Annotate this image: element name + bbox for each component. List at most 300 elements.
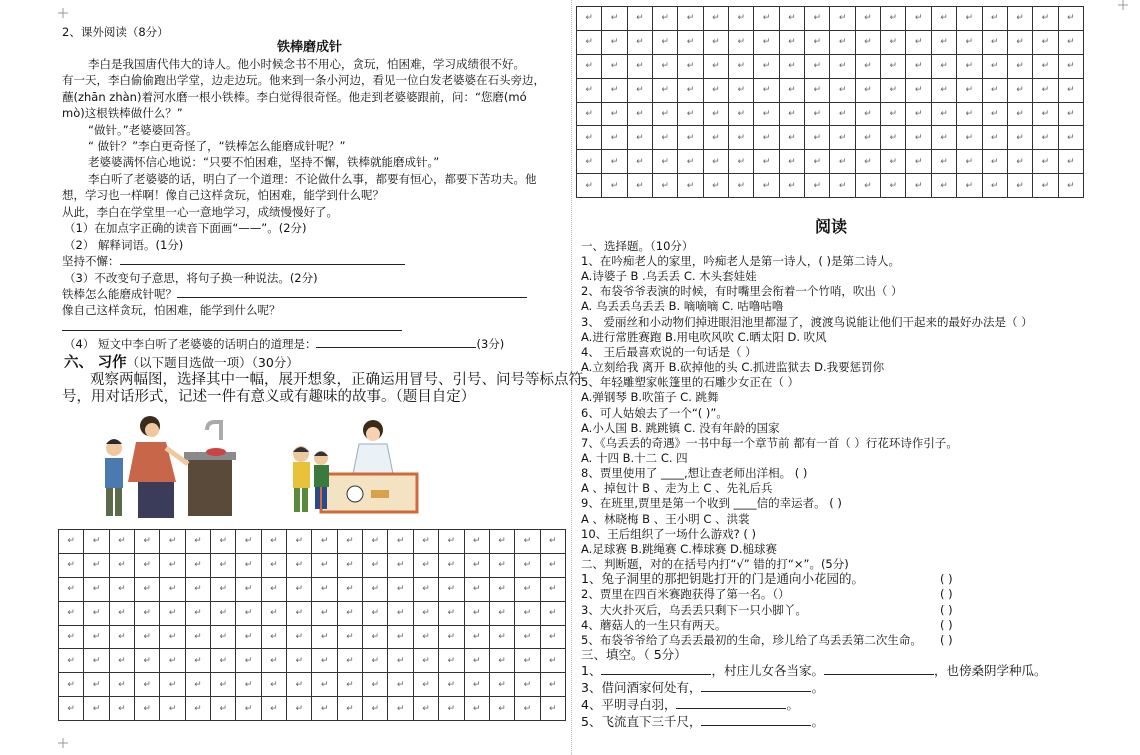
grid-cell[interactable]: ↵ — [59, 673, 84, 697]
grid-cell[interactable]: ↵ — [489, 697, 514, 721]
grid-cell[interactable]: ↵ — [287, 625, 312, 649]
grid-cell[interactable]: ↵ — [982, 30, 1007, 54]
grid-cell[interactable]: ↵ — [1058, 78, 1083, 102]
grid-cell[interactable]: ↵ — [109, 577, 134, 601]
grid-cell[interactable]: ↵ — [515, 530, 540, 554]
grid-cell[interactable]: ↵ — [931, 54, 956, 78]
grid-cell[interactable]: ↵ — [957, 150, 982, 174]
grid-cell[interactable]: ↵ — [312, 577, 337, 601]
grid-cell[interactable]: ↵ — [931, 102, 956, 126]
grid-cell[interactable]: ↵ — [287, 649, 312, 673]
grid-cell[interactable]: ↵ — [261, 649, 286, 673]
grid-cell[interactable]: ↵ — [287, 697, 312, 721]
grid-cell[interactable]: ↵ — [1033, 30, 1058, 54]
grid-cell[interactable]: ↵ — [653, 7, 678, 31]
grid-cell[interactable]: ↵ — [653, 54, 678, 78]
grid-cell[interactable]: ↵ — [957, 78, 982, 102]
grid-cell[interactable]: ↵ — [703, 150, 728, 174]
grid-cell[interactable]: ↵ — [236, 649, 261, 673]
grid-cell[interactable]: ↵ — [211, 553, 236, 577]
answer-blank[interactable] — [824, 664, 934, 675]
grid-cell[interactable]: ↵ — [388, 530, 413, 554]
grid-cell[interactable]: ↵ — [135, 530, 160, 554]
grid-cell[interactable]: ↵ — [577, 78, 602, 102]
grid-cell[interactable]: ↵ — [489, 673, 514, 697]
grid-cell[interactable]: ↵ — [464, 601, 489, 625]
grid-cell[interactable]: ↵ — [703, 126, 728, 150]
grid-cell[interactable]: ↵ — [703, 174, 728, 198]
grid-cell[interactable]: ↵ — [855, 126, 880, 150]
grid-cell[interactable]: ↵ — [855, 102, 880, 126]
grid-cell[interactable]: ↵ — [1058, 126, 1083, 150]
grid-cell[interactable]: ↵ — [236, 673, 261, 697]
grid-cell[interactable]: ↵ — [363, 577, 388, 601]
grid-cell[interactable]: ↵ — [1058, 174, 1083, 198]
grid-cell[interactable]: ↵ — [109, 697, 134, 721]
grid-cell[interactable]: ↵ — [703, 54, 728, 78]
grid-cell[interactable]: ↵ — [653, 78, 678, 102]
grid-cell[interactable]: ↵ — [84, 530, 109, 554]
grid-cell[interactable]: ↵ — [236, 553, 261, 577]
grid-cell[interactable]: ↵ — [287, 553, 312, 577]
grid-cell[interactable]: ↵ — [957, 126, 982, 150]
grid-cell[interactable]: ↵ — [830, 78, 855, 102]
grid-cell[interactable]: ↵ — [59, 697, 84, 721]
grid-cell[interactable]: ↵ — [881, 174, 906, 198]
grid-cell[interactable]: ↵ — [653, 174, 678, 198]
grid-cell[interactable]: ↵ — [577, 150, 602, 174]
answer-blank[interactable] — [177, 287, 527, 298]
grid-cell[interactable]: ↵ — [84, 625, 109, 649]
grid-cell[interactable]: ↵ — [881, 150, 906, 174]
grid-cell[interactable]: ↵ — [540, 530, 565, 554]
grid-cell[interactable]: ↵ — [830, 7, 855, 31]
answer-blank[interactable] — [601, 664, 711, 675]
grid-cell[interactable]: ↵ — [602, 7, 627, 31]
grid-cell[interactable]: ↵ — [388, 601, 413, 625]
grid-cell[interactable]: ↵ — [1033, 126, 1058, 150]
grid-cell[interactable]: ↵ — [185, 649, 210, 673]
grid-cell[interactable]: ↵ — [464, 649, 489, 673]
grid-cell[interactable]: ↵ — [1007, 126, 1032, 150]
grid-cell[interactable]: ↵ — [754, 102, 779, 126]
grid-cell[interactable]: ↵ — [1058, 150, 1083, 174]
grid-cell[interactable]: ↵ — [602, 102, 627, 126]
grid-cell[interactable]: ↵ — [982, 174, 1007, 198]
grid-cell[interactable]: ↵ — [830, 54, 855, 78]
grid-cell[interactable]: ↵ — [577, 174, 602, 198]
grid-cell[interactable]: ↵ — [363, 601, 388, 625]
answer-blank[interactable] — [120, 254, 405, 265]
grid-cell[interactable]: ↵ — [59, 601, 84, 625]
grid-cell[interactable]: ↵ — [211, 530, 236, 554]
answer-blank[interactable] — [62, 320, 402, 331]
grid-cell[interactable]: ↵ — [729, 30, 754, 54]
grid-cell[interactable]: ↵ — [287, 530, 312, 554]
grid-cell[interactable]: ↵ — [729, 7, 754, 31]
grid-cell[interactable]: ↵ — [805, 7, 830, 31]
grid-cell[interactable]: ↵ — [881, 54, 906, 78]
grid-cell[interactable]: ↵ — [805, 126, 830, 150]
grid-cell[interactable]: ↵ — [363, 697, 388, 721]
grid-cell[interactable]: ↵ — [464, 530, 489, 554]
grid-cell[interactable]: ↵ — [754, 7, 779, 31]
grid-cell[interactable]: ↵ — [703, 78, 728, 102]
grid-cell[interactable]: ↵ — [779, 30, 804, 54]
grid-cell[interactable]: ↵ — [729, 150, 754, 174]
grid-cell[interactable]: ↵ — [1033, 7, 1058, 31]
grid-cell[interactable]: ↵ — [1007, 150, 1032, 174]
grid-cell[interactable]: ↵ — [337, 577, 362, 601]
grid-cell[interactable]: ↵ — [236, 601, 261, 625]
grid-cell[interactable]: ↵ — [515, 673, 540, 697]
grid-cell[interactable]: ↵ — [1033, 54, 1058, 78]
grid-cell[interactable]: ↵ — [388, 649, 413, 673]
grid-cell[interactable]: ↵ — [489, 553, 514, 577]
grid-cell[interactable]: ↵ — [185, 601, 210, 625]
grid-cell[interactable]: ↵ — [906, 150, 931, 174]
grid-cell[interactable]: ↵ — [261, 673, 286, 697]
grid-cell[interactable]: ↵ — [1007, 102, 1032, 126]
grid-cell[interactable]: ↵ — [109, 625, 134, 649]
grid-cell[interactable]: ↵ — [185, 530, 210, 554]
grid-cell[interactable]: ↵ — [160, 553, 185, 577]
grid-cell[interactable]: ↵ — [439, 697, 464, 721]
grid-cell[interactable]: ↵ — [388, 553, 413, 577]
grid-cell[interactable]: ↵ — [906, 174, 931, 198]
grid-cell[interactable]: ↵ — [830, 126, 855, 150]
grid-cell[interactable]: ↵ — [906, 7, 931, 31]
grid-cell[interactable]: ↵ — [236, 577, 261, 601]
grid-cell[interactable]: ↵ — [160, 577, 185, 601]
answer-blank[interactable] — [701, 681, 811, 692]
grid-cell[interactable]: ↵ — [337, 553, 362, 577]
answer-paren[interactable]: ( ) — [940, 572, 953, 586]
writing-grid-left[interactable] — [58, 529, 566, 721]
grid-cell[interactable]: ↵ — [439, 601, 464, 625]
grid-cell[interactable]: ↵ — [388, 673, 413, 697]
grid-cell[interactable]: ↵ — [312, 530, 337, 554]
grid-cell[interactable]: ↵ — [653, 150, 678, 174]
grid-cell[interactable]: ↵ — [805, 30, 830, 54]
grid-cell[interactable]: ↵ — [211, 577, 236, 601]
grid-cell[interactable]: ↵ — [540, 649, 565, 673]
grid-cell[interactable]: ↵ — [779, 7, 804, 31]
grid-cell[interactable]: ↵ — [982, 126, 1007, 150]
grid-cell[interactable]: ↵ — [439, 625, 464, 649]
grid-cell[interactable]: ↵ — [703, 30, 728, 54]
grid-cell[interactable]: ↵ — [703, 7, 728, 31]
answer-paren[interactable]: ( ) — [940, 587, 953, 602]
grid-cell[interactable]: ↵ — [84, 601, 109, 625]
grid-cell[interactable]: ↵ — [982, 102, 1007, 126]
answer-paren[interactable]: ( ) — [940, 633, 953, 648]
grid-cell[interactable]: ↵ — [489, 625, 514, 649]
grid-cell[interactable]: ↵ — [729, 102, 754, 126]
grid-cell[interactable]: ↵ — [627, 30, 652, 54]
grid-cell[interactable]: ↵ — [855, 30, 880, 54]
grid-cell[interactable]: ↵ — [489, 649, 514, 673]
grid-cell[interactable]: ↵ — [855, 7, 880, 31]
grid-cell[interactable]: ↵ — [830, 102, 855, 126]
grid-cell[interactable]: ↵ — [1058, 102, 1083, 126]
grid-cell[interactable]: ↵ — [779, 54, 804, 78]
grid-cell[interactable]: ↵ — [388, 577, 413, 601]
grid-cell[interactable]: ↵ — [160, 601, 185, 625]
grid-cell[interactable]: ↵ — [109, 553, 134, 577]
grid-cell[interactable]: ↵ — [464, 625, 489, 649]
grid-cell[interactable]: ↵ — [160, 673, 185, 697]
grid-cell[interactable]: ↵ — [627, 78, 652, 102]
grid-cell[interactable]: ↵ — [779, 150, 804, 174]
grid-cell[interactable]: ↵ — [754, 30, 779, 54]
grid-cell[interactable]: ↵ — [805, 54, 830, 78]
writing-grid-right[interactable] — [576, 6, 1084, 198]
grid-cell[interactable]: ↵ — [602, 78, 627, 102]
grid-cell[interactable]: ↵ — [135, 673, 160, 697]
grid-cell[interactable]: ↵ — [261, 601, 286, 625]
grid-cell[interactable]: ↵ — [1007, 30, 1032, 54]
grid-cell[interactable]: ↵ — [881, 30, 906, 54]
grid-cell[interactable]: ↵ — [211, 625, 236, 649]
grid-cell[interactable]: ↵ — [489, 601, 514, 625]
grid-cell[interactable]: ↵ — [678, 7, 703, 31]
grid-cell[interactable]: ↵ — [779, 126, 804, 150]
grid-cell[interactable]: ↵ — [957, 7, 982, 31]
grid-cell[interactable]: ↵ — [931, 174, 956, 198]
grid-cell[interactable]: ↵ — [211, 649, 236, 673]
grid-cell[interactable]: ↵ — [881, 126, 906, 150]
grid-cell[interactable]: ↵ — [602, 174, 627, 198]
grid-cell[interactable]: ↵ — [577, 54, 602, 78]
grid-cell[interactable]: ↵ — [84, 697, 109, 721]
grid-cell[interactable]: ↵ — [881, 102, 906, 126]
grid-cell[interactable]: ↵ — [464, 697, 489, 721]
grid-cell[interactable]: ↵ — [678, 78, 703, 102]
grid-cell[interactable]: ↵ — [515, 553, 540, 577]
grid-cell[interactable]: ↵ — [653, 102, 678, 126]
grid-cell[interactable]: ↵ — [779, 78, 804, 102]
grid-cell[interactable]: ↵ — [906, 78, 931, 102]
grid-cell[interactable]: ↵ — [236, 697, 261, 721]
grid-cell[interactable]: ↵ — [413, 625, 438, 649]
grid-cell[interactable]: ↵ — [515, 577, 540, 601]
grid-cell[interactable]: ↵ — [211, 697, 236, 721]
grid-cell[interactable]: ↵ — [957, 54, 982, 78]
grid-cell[interactable]: ↵ — [577, 30, 602, 54]
grid-cell[interactable]: ↵ — [109, 649, 134, 673]
grid-cell[interactable]: ↵ — [931, 30, 956, 54]
grid-cell[interactable]: ↵ — [805, 78, 830, 102]
grid-cell[interactable]: ↵ — [135, 649, 160, 673]
grid-cell[interactable]: ↵ — [439, 649, 464, 673]
grid-cell[interactable]: ↵ — [906, 102, 931, 126]
grid-cell[interactable]: ↵ — [627, 150, 652, 174]
grid-cell[interactable]: ↵ — [363, 530, 388, 554]
grid-cell[interactable]: ↵ — [540, 601, 565, 625]
grid-cell[interactable]: ↵ — [135, 553, 160, 577]
grid-cell[interactable]: ↵ — [653, 126, 678, 150]
grid-cell[interactable]: ↵ — [754, 126, 779, 150]
grid-cell[interactable]: ↵ — [931, 126, 956, 150]
grid-cell[interactable]: ↵ — [84, 553, 109, 577]
grid-cell[interactable]: ↵ — [160, 649, 185, 673]
grid-cell[interactable]: ↵ — [1033, 78, 1058, 102]
grid-cell[interactable]: ↵ — [754, 54, 779, 78]
grid-cell[interactable]: ↵ — [413, 601, 438, 625]
grid-cell[interactable]: ↵ — [312, 553, 337, 577]
grid-cell[interactable]: ↵ — [678, 54, 703, 78]
grid-cell[interactable]: ↵ — [261, 697, 286, 721]
grid-cell[interactable]: ↵ — [1058, 30, 1083, 54]
grid-cell[interactable]: ↵ — [515, 649, 540, 673]
grid-cell[interactable]: ↵ — [982, 54, 1007, 78]
grid-cell[interactable]: ↵ — [1033, 102, 1058, 126]
grid-cell[interactable]: ↵ — [982, 78, 1007, 102]
grid-cell[interactable]: ↵ — [160, 625, 185, 649]
grid-cell[interactable]: ↵ — [287, 577, 312, 601]
grid-cell[interactable]: ↵ — [337, 530, 362, 554]
grid-cell[interactable]: ↵ — [957, 102, 982, 126]
grid-cell[interactable]: ↵ — [439, 577, 464, 601]
grid-cell[interactable]: ↵ — [805, 150, 830, 174]
grid-cell[interactable]: ↵ — [855, 174, 880, 198]
grid-cell[interactable]: ↵ — [540, 577, 565, 601]
grid-cell[interactable]: ↵ — [678, 102, 703, 126]
grid-cell[interactable]: ↵ — [439, 553, 464, 577]
grid-cell[interactable]: ↵ — [312, 625, 337, 649]
grid-cell[interactable]: ↵ — [1007, 7, 1032, 31]
grid-cell[interactable]: ↵ — [413, 577, 438, 601]
grid-cell[interactable]: ↵ — [464, 553, 489, 577]
grid-cell[interactable]: ↵ — [515, 625, 540, 649]
grid-cell[interactable]: ↵ — [602, 54, 627, 78]
grid-cell[interactable]: ↵ — [1033, 174, 1058, 198]
grid-cell[interactable]: ↵ — [627, 102, 652, 126]
grid-cell[interactable]: ↵ — [931, 7, 956, 31]
grid-cell[interactable]: ↵ — [957, 30, 982, 54]
grid-cell[interactable]: ↵ — [729, 174, 754, 198]
grid-cell[interactable]: ↵ — [160, 530, 185, 554]
grid-cell[interactable]: ↵ — [337, 649, 362, 673]
grid-cell[interactable]: ↵ — [236, 625, 261, 649]
grid-cell[interactable]: ↵ — [185, 697, 210, 721]
grid-cell[interactable]: ↵ — [754, 150, 779, 174]
grid-cell[interactable]: ↵ — [957, 174, 982, 198]
grid-cell[interactable]: ↵ — [1058, 54, 1083, 78]
grid-cell[interactable]: ↵ — [805, 174, 830, 198]
grid-cell[interactable]: ↵ — [363, 673, 388, 697]
grid-cell[interactable]: ↵ — [653, 30, 678, 54]
grid-cell[interactable]: ↵ — [211, 673, 236, 697]
grid-cell[interactable]: ↵ — [59, 649, 84, 673]
grid-cell[interactable]: ↵ — [982, 150, 1007, 174]
grid-cell[interactable]: ↵ — [577, 126, 602, 150]
grid-cell[interactable]: ↵ — [413, 553, 438, 577]
grid-cell[interactable]: ↵ — [577, 102, 602, 126]
grid-cell[interactable]: ↵ — [602, 126, 627, 150]
grid-cell[interactable]: ↵ — [185, 553, 210, 577]
grid-cell[interactable]: ↵ — [779, 102, 804, 126]
answer-blank[interactable] — [676, 698, 786, 709]
grid-cell[interactable]: ↵ — [515, 601, 540, 625]
grid-cell[interactable]: ↵ — [261, 577, 286, 601]
grid-cell[interactable]: ↵ — [881, 7, 906, 31]
grid-cell[interactable]: ↵ — [931, 150, 956, 174]
grid-cell[interactable]: ↵ — [540, 697, 565, 721]
grid-cell[interactable]: ↵ — [627, 7, 652, 31]
grid-cell[interactable]: ↵ — [261, 553, 286, 577]
grid-cell[interactable]: ↵ — [627, 174, 652, 198]
grid-cell[interactable]: ↵ — [754, 174, 779, 198]
grid-cell[interactable]: ↵ — [337, 673, 362, 697]
grid-cell[interactable]: ↵ — [59, 577, 84, 601]
grid-cell[interactable]: ↵ — [439, 530, 464, 554]
grid-cell[interactable]: ↵ — [337, 697, 362, 721]
grid-cell[interactable]: ↵ — [1007, 78, 1032, 102]
grid-cell[interactable]: ↵ — [540, 553, 565, 577]
grid-cell[interactable]: ↵ — [312, 673, 337, 697]
grid-cell[interactable]: ↵ — [830, 150, 855, 174]
grid-cell[interactable]: ↵ — [337, 625, 362, 649]
grid-cell[interactable]: ↵ — [489, 530, 514, 554]
grid-cell[interactable]: ↵ — [464, 673, 489, 697]
grid-cell[interactable]: ↵ — [211, 601, 236, 625]
grid-cell[interactable]: ↵ — [109, 601, 134, 625]
grid-cell[interactable]: ↵ — [830, 174, 855, 198]
grid-cell[interactable]: ↵ — [287, 673, 312, 697]
grid-cell[interactable]: ↵ — [729, 54, 754, 78]
grid-cell[interactable]: ↵ — [312, 601, 337, 625]
grid-cell[interactable]: ↵ — [906, 126, 931, 150]
grid-cell[interactable]: ↵ — [413, 697, 438, 721]
answer-blank[interactable] — [316, 337, 476, 348]
grid-cell[interactable]: ↵ — [678, 30, 703, 54]
grid-cell[interactable]: ↵ — [185, 625, 210, 649]
grid-cell[interactable]: ↵ — [59, 625, 84, 649]
grid-cell[interactable]: ↵ — [515, 697, 540, 721]
grid-cell[interactable]: ↵ — [312, 697, 337, 721]
grid-cell[interactable]: ↵ — [413, 673, 438, 697]
grid-cell[interactable]: ↵ — [729, 78, 754, 102]
grid-cell[interactable]: ↵ — [602, 150, 627, 174]
grid-cell[interactable]: ↵ — [363, 553, 388, 577]
grid-cell[interactable]: ↵ — [109, 530, 134, 554]
grid-cell[interactable]: ↵ — [855, 78, 880, 102]
grid-cell[interactable]: ↵ — [703, 102, 728, 126]
grid-cell[interactable]: ↵ — [413, 649, 438, 673]
grid-cell[interactable]: ↵ — [779, 174, 804, 198]
grid-cell[interactable]: ↵ — [678, 126, 703, 150]
grid-cell[interactable]: ↵ — [59, 530, 84, 554]
grid-cell[interactable]: ↵ — [906, 30, 931, 54]
grid-cell[interactable]: ↵ — [439, 673, 464, 697]
grid-cell[interactable]: ↵ — [881, 78, 906, 102]
grid-cell[interactable]: ↵ — [135, 601, 160, 625]
grid-cell[interactable]: ↵ — [363, 649, 388, 673]
grid-cell[interactable]: ↵ — [59, 553, 84, 577]
grid-cell[interactable]: ↵ — [135, 697, 160, 721]
grid-cell[interactable]: ↵ — [135, 577, 160, 601]
grid-cell[interactable]: ↵ — [906, 54, 931, 78]
grid-cell[interactable]: ↵ — [109, 673, 134, 697]
answer-paren[interactable]: ( ) — [940, 617, 953, 632]
grid-cell[interactable]: ↵ — [84, 649, 109, 673]
grid-cell[interactable]: ↵ — [855, 54, 880, 78]
grid-cell[interactable]: ↵ — [931, 78, 956, 102]
grid-cell[interactable]: ↵ — [627, 54, 652, 78]
grid-cell[interactable]: ↵ — [830, 30, 855, 54]
